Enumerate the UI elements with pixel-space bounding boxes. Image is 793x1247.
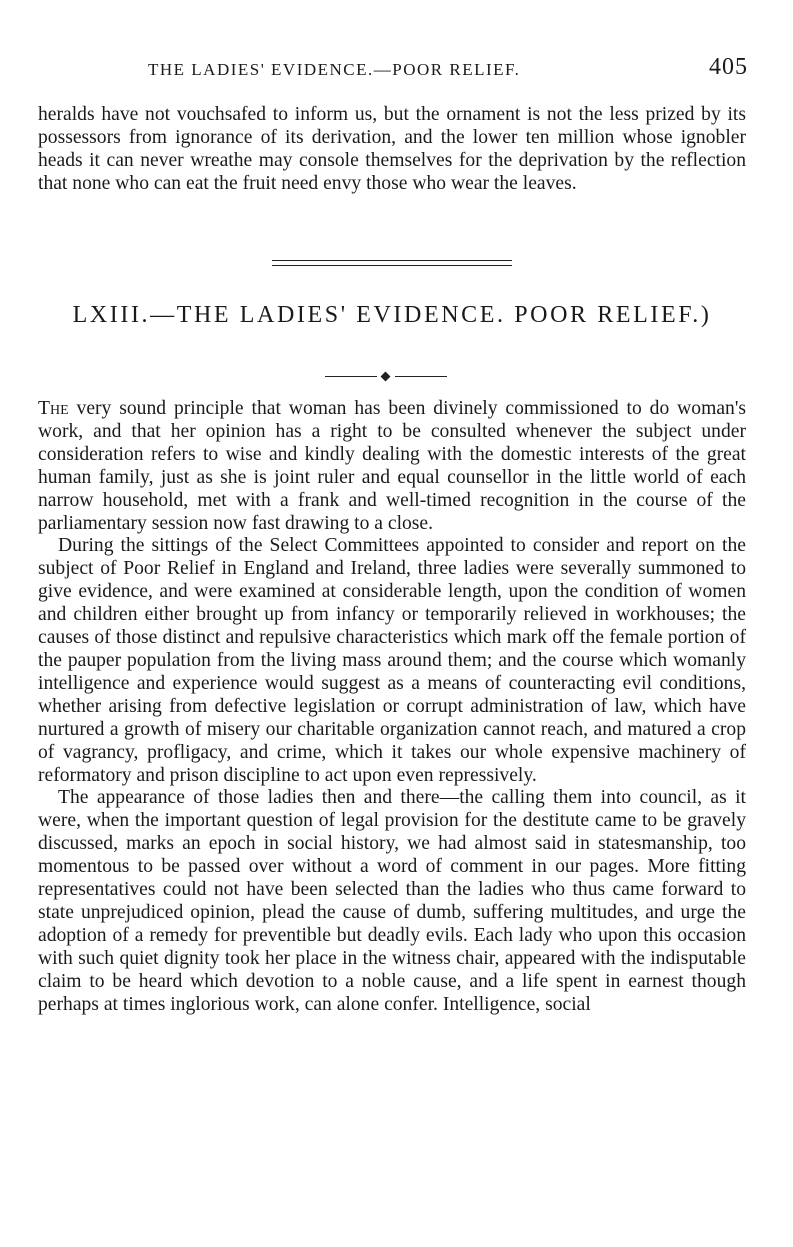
diamond-icon (381, 372, 391, 382)
article-paragraph-1-text: very sound principle that woman has been divinely commissioned to do woman's work, and that her opinion has a right to be consulted whenever the subject under consideration refers to wise and kindly dealing with the domestic interests of the great human family, just as she is joint ruler and equal counsellor in the little world of each narrow household, met with a frank and well-timed recognition in the course of the parliamentary session now fast drawing to a close. (38, 398, 746, 534)
heading-ornament (325, 372, 447, 382)
article-body (38, 398, 746, 1016)
article-paragraph-2: During the sittings of the Select Committees appointed to consider and report on the subject of Poor Relief in England and Ireland, three ladies were severally summoned to give evidence, and were examined at considerable length, upon the condition of women and children either brought up from infancy or temporarily relieved in workhouses; the causes of those distinct and repulsive characteristics which mark off the female portion of the pauper population from the living mass around them; and the course which womanly intelligence and experience would suggest as a means of counteracting evil conditions, whether arising from defective legislation or corrupt administration of law, which have nurtured a growth of misery our charitable organization cannot reach, and matured a crop of vagrancy, profligacy, and crime, which it takes our whole expensive machinery of reformatory and prison discipline to act upon even repressively. (38, 535, 746, 786)
article-heading: LXIII.—THE LADIES' EVIDENCE. POOR RELIEF.) (72, 302, 712, 328)
section-divider-rule (272, 260, 512, 266)
page-number: 405 (709, 54, 748, 80)
intro-paragraph-block (38, 104, 746, 196)
article-paragraph-1 (38, 398, 746, 535)
article-paragraph-3: The appearance of those ladies then and there—the calling them into council, as it were, when the important question of legal provision for the destitute came to be gravely discussed, marks an epoch in social history, we had almost said in statesmanship, too momentous to be passed over without a word of comment in our pages. More fitting representatives could not have been selected than the ladies who thus came forward to state unprejudiced opinion, plead the cause of dumb, suffering multitudes, and urge the adoption of a remedy for preventible but deadly evils. Each lady who upon this occasion with such quiet dignity took her place in the witness chair, appeared with the indisputable claim to be heard which devotion to a noble cause, and a life spent in earnest though perhaps at times inglorious work, can alone confer. Intelligence, social (38, 787, 746, 1015)
ornament-line-right (395, 376, 447, 377)
ornament-line-left (325, 376, 377, 377)
running-head (38, 54, 748, 82)
running-title: THE LADIES' EVIDENCE.—POOR RELIEF. (148, 60, 521, 79)
opening-word: The (38, 398, 69, 419)
intro-paragraph: heralds have not vouchsafed to inform us, but the ornament is not the less prized by its possessors from ignorance of its derivation, and the lower ten million whose ignobler heads it can never wreathe may console themselves for the deprivation by the reflection that none who can eat the fruit need envy those who wear the leaves. (38, 104, 746, 194)
